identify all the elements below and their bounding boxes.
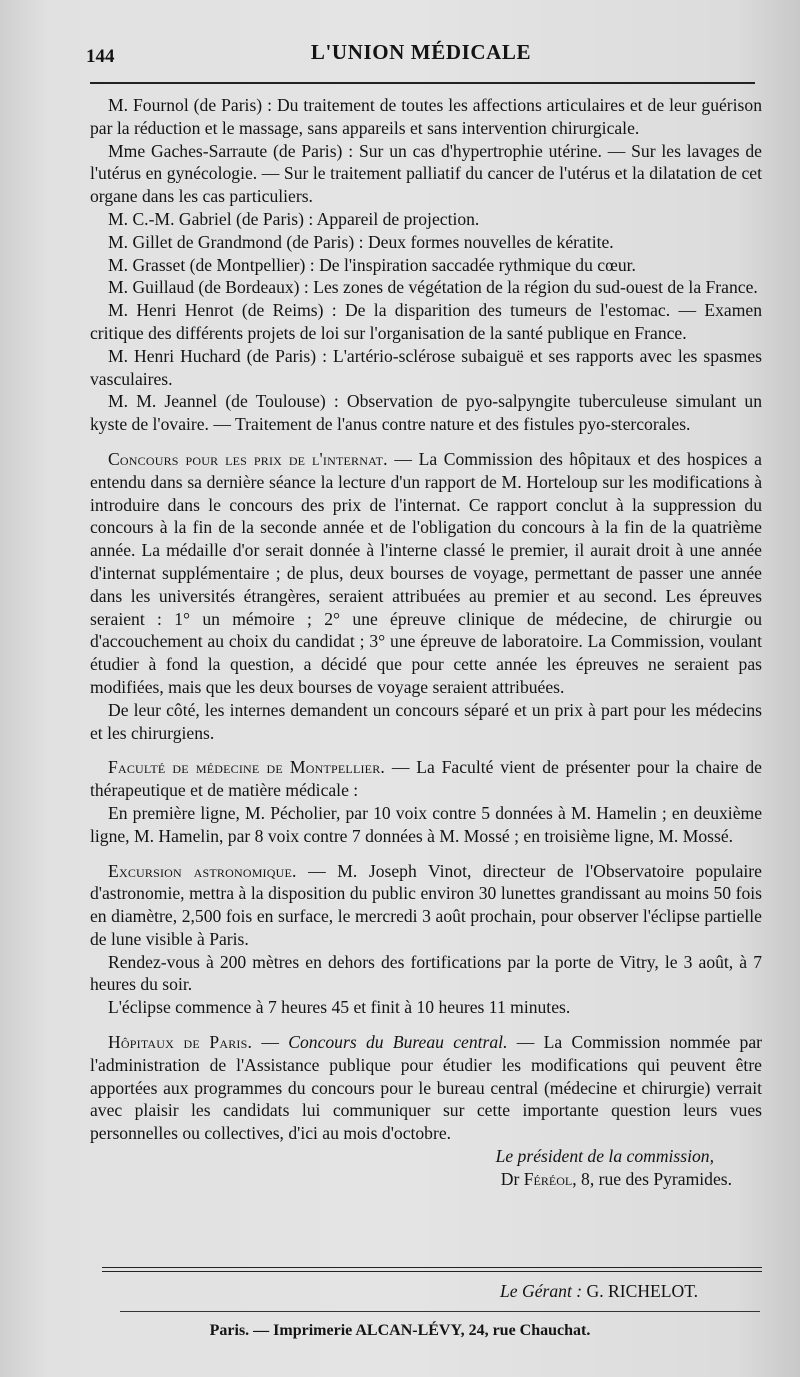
section-subheading-bureau-central: Concours du Bureau central.: [288, 1032, 508, 1053]
signature-title: Le président de la commission,: [495, 1146, 714, 1167]
footer-double-rule: [102, 1267, 762, 1272]
communication-grasset: M. Grasset (de Montpellier) : De l'inspiration saccadée rythmique du cœur.: [108, 254, 636, 275]
communication-gillet: M. Gillet de Grandmond (de Paris) : Deux formes nouvelles de kératite.: [108, 231, 614, 252]
section-text-excursion: — M. Joseph Vinot, directeur de l'Observatoire populaire d'astronomie, mettra à la disposition du public environ 30 lunettes grandissant au moins 50 fois en diamètre, 2,500 fois en surface, le mercredi 3 août prochain, pour observer l'éclipse partielle de lune visible à Paris.: [90, 860, 762, 949]
signature-line: [90, 1168, 762, 1191]
communication-gabriel: M. C.-M. Gabriel (de Paris) : Appareil de projection.: [108, 208, 480, 229]
header-rule: [90, 82, 755, 84]
communication-huchard: M. Henri Huchard (de Paris) : L'artério-sclérose subaiguë et ses rapports avec les spasmes vasculaires.: [90, 345, 762, 389]
running-title: L'UNION MÉDICALE: [310, 40, 532, 64]
page-header: [86, 40, 756, 80]
communication-henrot: M. Henri Henrot (de Reims) : De la disparition des tumeurs de l'estomac. — Examen critique des différents projets de loi sur l'organisation de la santé publique en France.: [90, 300, 762, 343]
section-heading-hopitaux: Hôpitaux de Paris.: [108, 1032, 253, 1053]
gerant-line: [500, 1281, 698, 1302]
section-concours: [90, 448, 762, 699]
section-heading-concours: Concours pour les prix de l'internat.: [108, 448, 388, 469]
communication-guillaud: M. Guillaud (de Bordeaux) : Les zones de végétation de la région du sud-ouest de la France.: [108, 277, 758, 298]
communication-gaches-sarraute: Mme Gaches-Sarraute (de Paris) : Sur un cas d'hypertrophie utérine. — Sur les lavages de l'utérus en gynécologie. — Sur le traitement palliatif du cancer de l'utérus et la dilatation de cet organe dans les cas particuliers.: [90, 140, 762, 207]
paragraph-classement: En première ligne, M. Pécholier, par 10 voix contre 5 données à M. Hamelin ; en deuxième ligne, M. Hamelin, par 8 voix contre 7 données à M. Mossé ; en troisième ligne, M. Mossé.: [90, 802, 762, 846]
paragraph-eclipse: L'éclipse commence à 7 heures 45 et finit à 10 heures 11 minutes.: [108, 997, 571, 1018]
footer-rule: [120, 1311, 760, 1312]
communication-jeannel: M. M. Jeannel (de Toulouse) : Observation de pyo-salpyngite tuberculeuse simulant un kyste de l'ovaire. — Traitement de l'anus contre nature et des fistules pyo-stercorales.: [90, 391, 762, 435]
section-excursion: [90, 860, 762, 951]
section-heading-faculte: Faculté de médecine de Montpellier.: [108, 757, 385, 778]
section-text-faculte: — La Faculté vient de présenter pour la chaire de thérapeutique et de matière médicale :: [90, 757, 762, 801]
section-hopitaux: [90, 1031, 762, 1145]
article-body: [90, 94, 762, 1191]
section-text-concours: — La Commission des hôpitaux et des hospices a entendu dans sa dernière séance la lecture d'un rapport de M. Horteloup sur les modifications à introduire dans le concours des prix de l'internat. Ce rapport conclut à la suppression du concours à la fin de la seconde année et de l'obligation du concours à la fin de la quatrième année. La médaille d'or serait donnée à l'interne classé le premier, il aurait droit à une année d'internat supplémentaire ; de plus, deux bourses de voyage, permettant de passer une année dans les universités étrangères, seraient attribuées au premier et au second. Les épreuves seraient : 1° un mémoire ; 2° une épreuve clinique de médecine, de chirurgie ou d'accouchement au choix du candidat ; 3° une épreuve de laboratoire. La Commission, voulant étudier à fond la question, a décidé que pour cette année les épreuves ne seraient pas modifiées, mais que les deux bourses de voyage seraient attribuées.: [90, 448, 762, 697]
section-text-hopitaux: — La Commission nommée par l'administration de l'Assistance publique pour étudier les modifications qui peuvent être apportées aux programmes du concours pour le bureau central (médecine et chirurgie) verrait avec plaisir les candidats lui communiquer sur cette importante question leurs vues personnelles ou collectives, d'ici au mois d'octobre.: [90, 1032, 763, 1144]
signature-name: Féréol: [523, 1168, 573, 1189]
printer-imprint: Paris. — Imprimerie ALCAN-LÉVY, 24, rue Chauchat.: [209, 1322, 591, 1339]
gerant-label: Le Gérant :: [500, 1281, 587, 1301]
signature-address: , 8, rue des Pyramides.: [572, 1168, 732, 1189]
section-heading-excursion: Excursion astronomique.: [108, 860, 297, 881]
gerant-name: G. RICHELOT.: [586, 1281, 699, 1301]
page-number: 144: [86, 46, 115, 67]
signature-prefix: Dr: [500, 1168, 524, 1189]
section-faculte: [90, 756, 762, 802]
paragraph-rendez-vous: Rendez-vous à 200 mètres en dehors des fortifications par la porte de Vitry, le 3 août, à 7 heures du soir.: [90, 951, 762, 995]
paragraph-internes: De leur côté, les internes demandent un concours séparé et un prix à part pour les médecins et les chirurgiens.: [90, 699, 762, 743]
section-dash-hopitaux: —: [252, 1032, 289, 1053]
communication-fournol: M. Fournol (de Paris) : Du traitement de toutes les affections articulaires et de leur guérison par la réduction et le massage, sans appareils et sans intervention chirurgicale.: [90, 95, 762, 138]
